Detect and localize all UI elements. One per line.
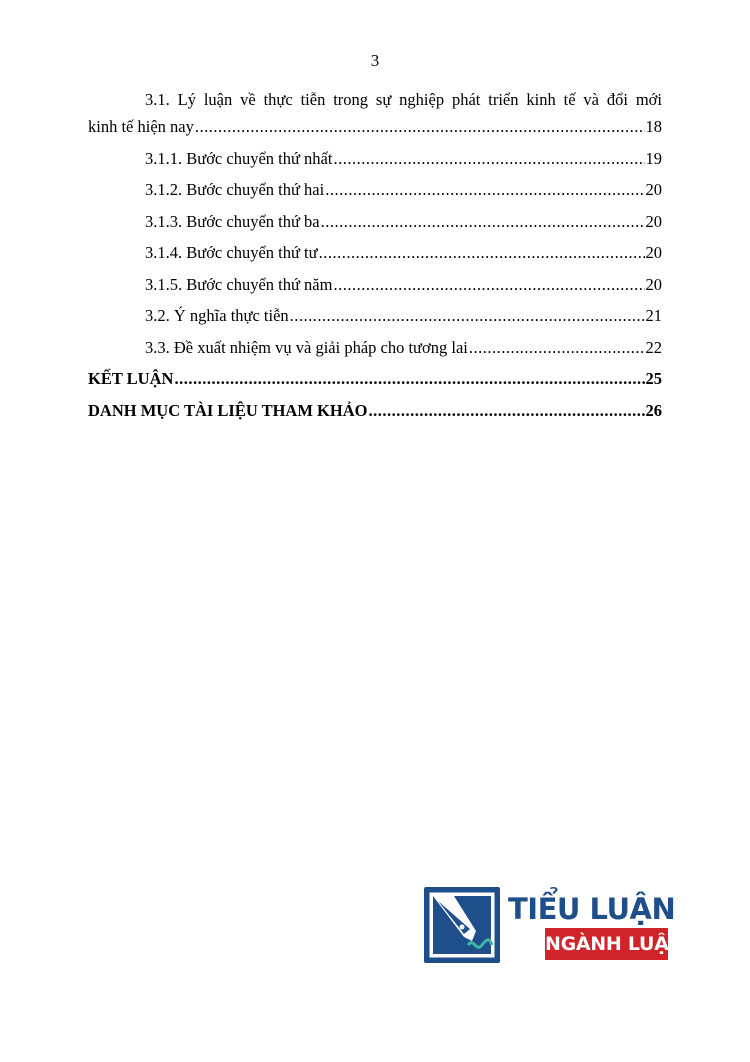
toc-entry-page: 20 <box>645 211 662 231</box>
dot-leader <box>174 369 644 389</box>
toc-entry[interactable] <box>88 149 662 181</box>
toc-entry[interactable] <box>88 306 662 338</box>
toc-entry[interactable] <box>88 212 662 244</box>
dot-leader <box>319 243 645 263</box>
toc-entry[interactable] <box>88 338 662 370</box>
toc-entry-3-1-line2[interactable] <box>88 117 662 149</box>
toc-entry-label: 3.1.1. Bước chuyển thứ nhất <box>145 148 333 168</box>
toc-entry-label: 3.1.5. Bước chuyển thứ năm <box>145 274 333 294</box>
toc-word: phát <box>451 90 481 109</box>
dot-leader <box>290 306 645 326</box>
toc-entry-page: 20 <box>645 180 662 199</box>
toc-entry-references[interactable] <box>88 401 662 433</box>
toc-entry-label: 3.3. Đề xuất nhiệm vụ và giải pháp cho tương lai <box>145 337 468 357</box>
toc-entry-conclusion[interactable] <box>88 369 662 401</box>
toc-word: kinh <box>526 90 556 109</box>
toc-entry-label: 3.1.3. Bước chuyển thứ ba <box>145 211 320 231</box>
toc-word: triển <box>488 90 519 109</box>
toc-entry[interactable] <box>88 275 662 307</box>
toc-word: tiễn <box>300 90 326 109</box>
toc-entry-page: 20 <box>645 243 662 262</box>
toc-entry[interactable] <box>88 243 662 275</box>
toc-word: trong <box>333 90 369 109</box>
toc-entry-label: DANH MỤC TÀI LIỆU THAM KHẢO <box>88 400 368 420</box>
toc-word: nghiệp <box>399 90 445 109</box>
toc-entry-page: 25 <box>645 369 662 388</box>
brand-logo <box>424 887 682 965</box>
toc-entry-page: 19 <box>645 148 662 168</box>
dot-leader <box>325 180 644 200</box>
toc-word: Lý <box>177 90 196 109</box>
toc-entry-page: 21 <box>645 306 662 325</box>
dot-leader <box>195 117 645 137</box>
toc-entry-label: 3.1.4. Bước chuyển thứ tư <box>145 243 318 262</box>
dot-leader <box>368 401 644 421</box>
toc-word: luận <box>203 90 233 109</box>
toc-entry-label: 3.2. Ý nghĩa thực tiễn <box>145 306 289 325</box>
toc-word: mới <box>635 90 662 109</box>
toc-word: về <box>240 90 256 109</box>
dot-leader <box>333 149 644 169</box>
toc-entry-label: kinh tế hiện nay <box>88 117 194 136</box>
logo-title: TIỂU LUẬN <box>508 892 676 926</box>
toc-word: thực <box>263 90 293 109</box>
toc-word: 3.1. <box>145 90 170 109</box>
toc-entry-label: KẾT LUẬN <box>88 369 174 388</box>
toc-word: đổi <box>606 90 628 109</box>
toc-entry-page: 22 <box>645 337 662 357</box>
dot-leader <box>469 338 645 358</box>
toc-entry-page: 20 <box>645 274 662 294</box>
dot-leader <box>321 212 645 232</box>
table-of-contents <box>88 90 662 432</box>
toc-entry-page: 18 <box>645 117 662 136</box>
page-number: 3 <box>370 51 380 70</box>
dot-leader <box>333 275 644 295</box>
toc-word: và <box>583 90 599 109</box>
fountain-pen-icon <box>424 887 500 963</box>
logo-subtitle: NGÀNH LUẬT <box>545 928 668 960</box>
toc-entry-label: 3.1.2. Bước chuyển thứ hai <box>145 180 325 199</box>
toc-entry-page: 26 <box>645 400 662 420</box>
toc-entry-3-1-line1[interactable] <box>88 90 662 117</box>
toc-word: tế <box>563 90 576 109</box>
toc-word: sự <box>375 90 392 109</box>
toc-entry[interactable] <box>88 180 662 212</box>
